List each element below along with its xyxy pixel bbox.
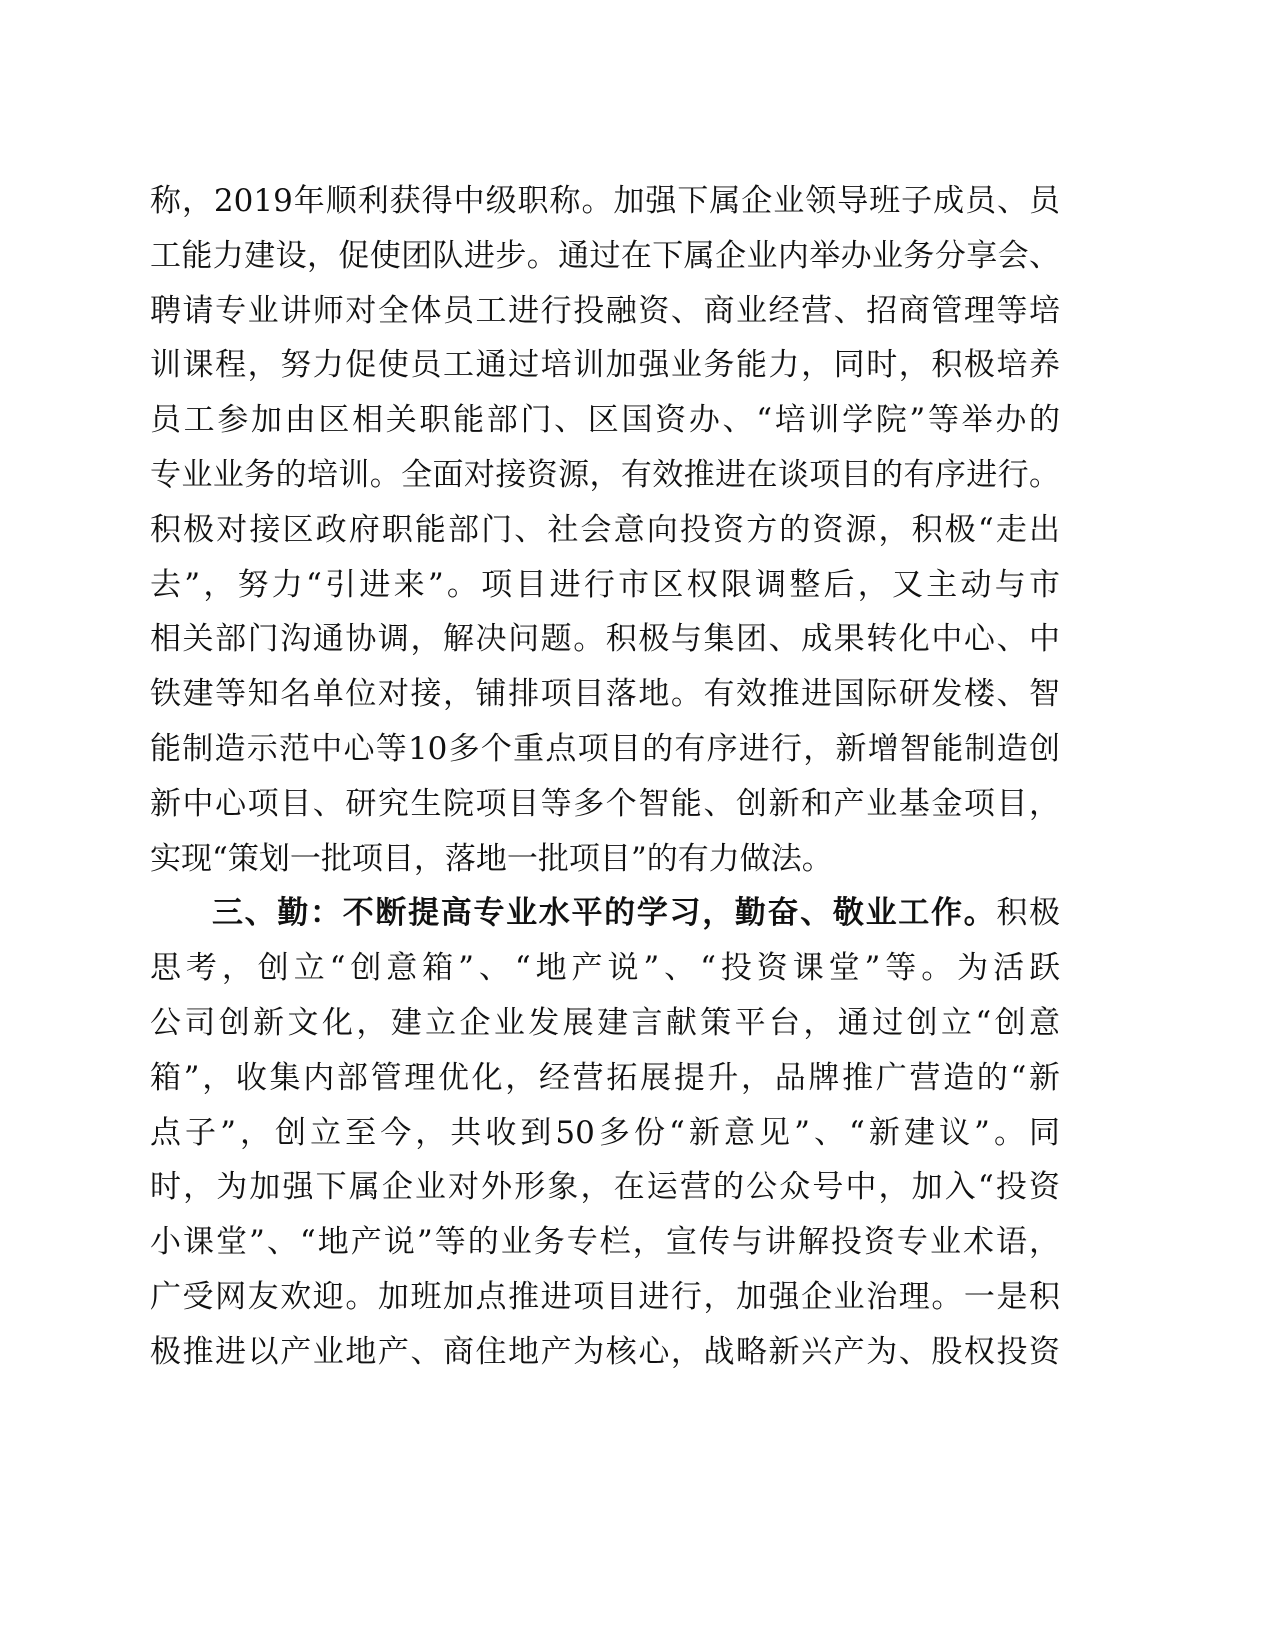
text-line: 点子”，创立至今，共收到50多份“新意见”、“新建议”。同 — [150, 1114, 1060, 1151]
text-line: 能制造示范中心等10多个重点项目的有序进行，新增智能制造创 — [150, 730, 1060, 767]
section-heading-tail: 积极 — [996, 895, 1061, 932]
text-line: 广受网友欢迎。加班加点推进项目进行，加强企业治理。一是积 — [150, 1278, 1060, 1315]
text-line: 箱”，收集内部管理优化，经营拓展提升，品牌推广营造的“新 — [150, 1059, 1060, 1096]
text-line: 极推进以产业地产、商住地产为核心，战略新兴产为、股权投资 — [150, 1333, 1060, 1370]
body-text — [150, 174, 1060, 1380]
text-line: 去”，努力“引进来”。项目进行市区权限调整后，又主动与市 — [150, 566, 1060, 603]
text-line: 相关部门沟通协调，解决问题。积极与集团、成果转化中心、中 — [150, 621, 1060, 658]
text-line: 积极对接区政府职能部门、社会意向投资方的资源，积极“走出 — [150, 511, 1060, 548]
text-line: 思考，创立“创意箱”、“地产说”、“投资课堂”等。为活跃 — [150, 950, 1060, 987]
section-heading-line — [150, 886, 1060, 941]
section-heading: 三、勤：不断提高专业水平的学习，勤奋、敬业工作。 — [212, 895, 997, 932]
text-line: 专业业务的培训。全面对接资源，有效推进在谈项目的有序进行。 — [150, 456, 1060, 493]
text-line: 训课程，努力促使员工通过培训加强业务能力，同时，积极培养 — [150, 347, 1060, 384]
text-line: 员工参加由区相关职能部门、区国资办、“培训学院”等举办的 — [150, 402, 1060, 439]
text-line: 实现“策划一批项目，落地一批项目”的有力做法。 — [150, 840, 833, 877]
text-line: 公司创新文化，建立企业发展建言献策平台，通过创立“创意 — [150, 1004, 1060, 1041]
text-line: 小课堂”、“地产说”等的业务专栏，宣传与讲解投资专业术语， — [150, 1224, 1060, 1261]
text-line: 时，为加强下属企业对外形象，在运营的公众号中，加入“投资 — [150, 1169, 1060, 1206]
text-line: 铁建等知名单位对接，铺排项目落地。有效推进国际研发楼、智 — [150, 676, 1060, 713]
text-line: 新中心项目、研究生院项目等多个智能、创新和产业基金项目， — [150, 785, 1060, 822]
text-line: 工能力建设，促使团队进步。通过在下属企业内举办业务分享会、 — [150, 237, 1060, 274]
text-line: 聘请专业讲师对全体员工进行投融资、商业经营、招商管理等培 — [150, 292, 1060, 329]
text-line: 称，2019年顺利获得中级职称。加强下属企业领导班子成员、员 — [150, 183, 1060, 219]
